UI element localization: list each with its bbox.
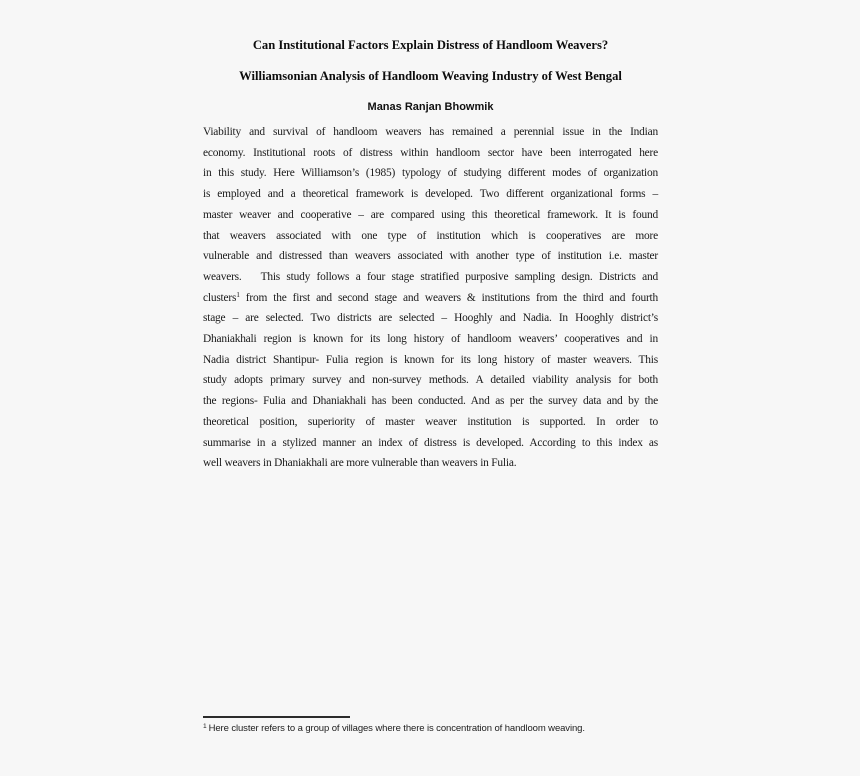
- abstract-line: is employed and a theoretical framework is developed. Two different organizational forms –: [203, 188, 658, 201]
- footnote-text: Here cluster refers to a group of villages where there is concentration of handloom weaving.: [208, 723, 585, 734]
- page-title: Can Institutional Factors Explain Distress of Handloom Weavers?: [252, 38, 609, 52]
- footnote: [203, 716, 803, 734]
- abstract-line: theoretical position, superiority of master weaver institution is supported. In order to: [203, 415, 658, 428]
- abstract-line: summarise in a stylized manner an index of distress is developed. According to this index as: [203, 436, 658, 449]
- abstract-line: Nadia district Shantipur- Fulia region is known for its long history of master weavers. This: [203, 353, 658, 366]
- footnote-body: [203, 723, 803, 734]
- abstract-paragraph: [203, 122, 658, 474]
- abstract-line: in this study. Here Williamson’s (1985) typology of studying different modes of organization: [203, 167, 658, 180]
- abstract-line: the regions- Fulia and Dhaniakhali has been conducted. And as per the survey data and by the: [203, 395, 658, 408]
- abstract-line: well weavers in Dhaniakhali are more vulnerable than weavers in Fulia.: [203, 457, 517, 470]
- abstract-line: [203, 288, 658, 309]
- abstract-line: stage – are selected. Two districts are selected – Hooghly and Nadia. In Hooghly district’s: [203, 312, 658, 325]
- abstract-line: Viability and survival of handloom weavers has remained a perennial issue in the Indian: [203, 126, 658, 138]
- abstract-line: master weaver and cooperative – are compared using this theoretical framework. It is found: [203, 208, 658, 221]
- abstract-line: study adopts primary survey and non-survey methods. A detailed viability analysis for both: [203, 374, 658, 387]
- abstract-text-segment: from the first and second stage and weavers & institutions from the third and fourth: [239, 291, 658, 304]
- footnote-marker: 1: [203, 722, 207, 730]
- author-name: Manas Ranjan Bhowmik: [367, 101, 494, 113]
- abstract-text-segment: clusters: [203, 291, 237, 304]
- footnote-separator: [203, 716, 350, 718]
- abstract-line: weavers. This study follows a four stage stratified purposive sampling design. Districts and: [203, 270, 658, 283]
- page-subtitle: Williamsonian Analysis of Handloom Weaving Industry of West Bengal: [239, 69, 622, 83]
- abstract-line: Dhaniakhali region is known for its long history of handloom weavers’ cooperatives and in: [203, 333, 658, 346]
- footnote-reference: 1: [236, 290, 240, 300]
- abstract-line: that weavers associated with one type of institution which is cooperatives are more: [203, 229, 658, 242]
- abstract-line: vulnerable and distressed than weavers associated with another type of institution i.e. master: [203, 250, 658, 263]
- abstract-line: economy. Institutional roots of distress within handloom sector have been interrogated here: [203, 146, 658, 159]
